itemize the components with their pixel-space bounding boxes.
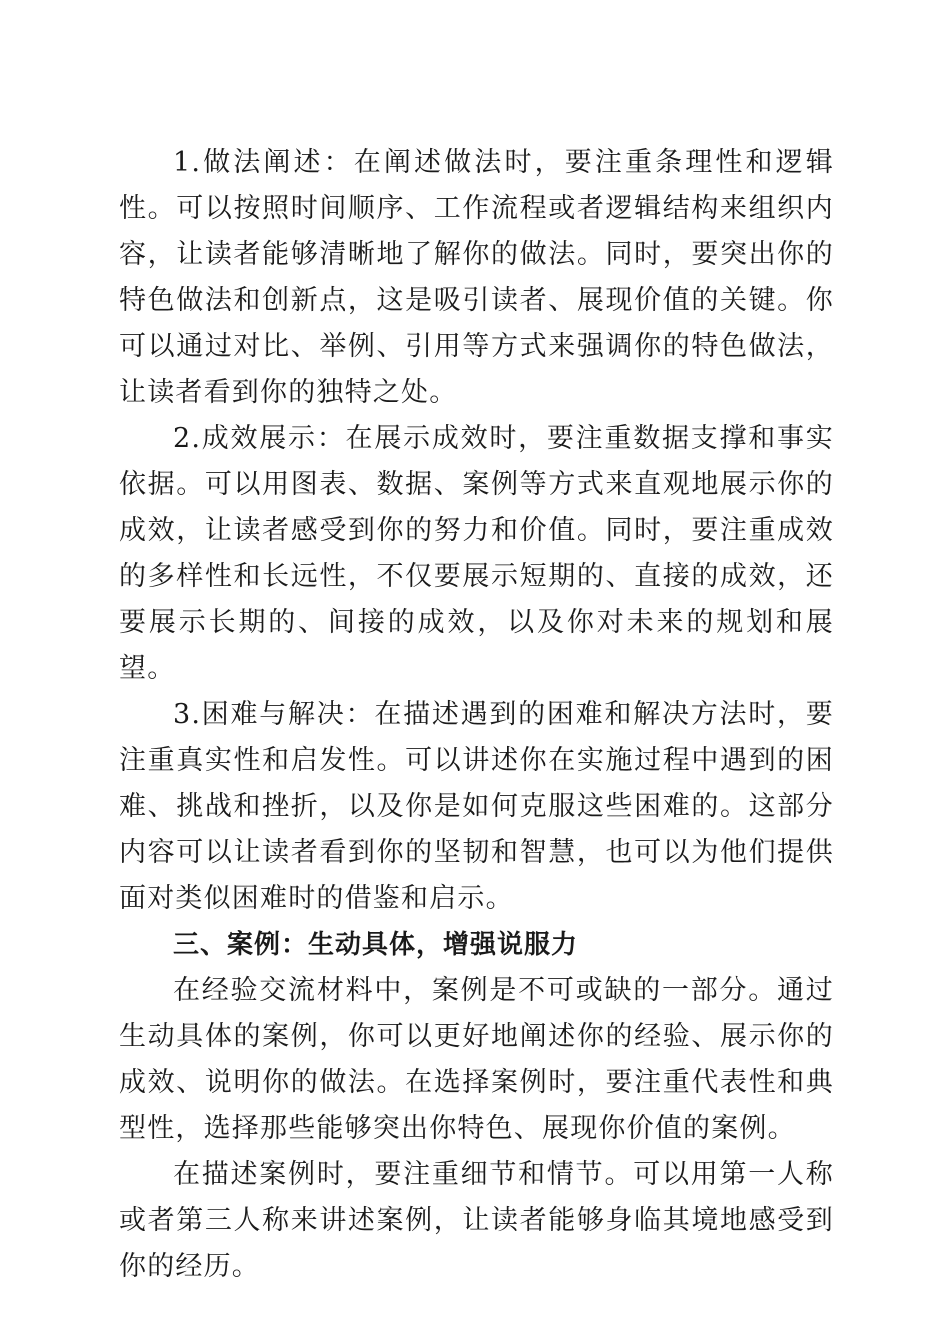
section-heading-cases: 三、案例：生动具体，增强说服力	[173, 930, 579, 960]
document-body	[119, 140, 834, 1290]
paragraph-difficulties-solutions: 3.困难与解决：在描述遇到的困难和解决方法时，要注重真实性和启发性。可以讲述你在实施过程中遇到的困难、挑战和挫折，以及你是如何克服这些困难的。这部分内容可以让读者看到你的坚韧和智慧，也可以为他们提供面对类似困难时的借鉴和启示。	[119, 699, 834, 914]
paragraph-case-description: 在描述案例时，要注重细节和情节。可以用第一人称或者第三人称来讲述案例，让读者能够身临其境地感受到你的经历。	[119, 1159, 834, 1282]
paragraph-case-importance: 在经验交流材料中，案例是不可或缺的一部分。通过生动具体的案例，你可以更好地阐述你的经验、展示你的成效、说明你的做法。在选择案例时，要注重代表性和典型性，选择那些能够突出你特色、展现你价值的案例。	[119, 975, 834, 1144]
paragraph-results-display: 2.成效展示：在展示成效时，要注重数据支撑和事实依据。可以用图表、数据、案例等方式来直观地展示你的成效，让读者感受到你的努力和价值。同时，要注重成效的多样性和长远性，不仅要展示短期的、直接的成效，还要展示长期的、间接的成效，以及你对未来的规划和展望。	[119, 423, 834, 684]
paragraph-practice-description: 1.做法阐述：在阐述做法时，要注重条理性和逻辑性。可以按照时间顺序、工作流程或者逻辑结构来组织内容，让读者能够清晰地了解你的做法。同时，要突出你的特色做法和创新点，这是吸引读者、展现价值的关键。你可以通过对比、举例、引用等方式来强调你的特色做法，让读者看到你的独特之处。	[119, 147, 834, 408]
